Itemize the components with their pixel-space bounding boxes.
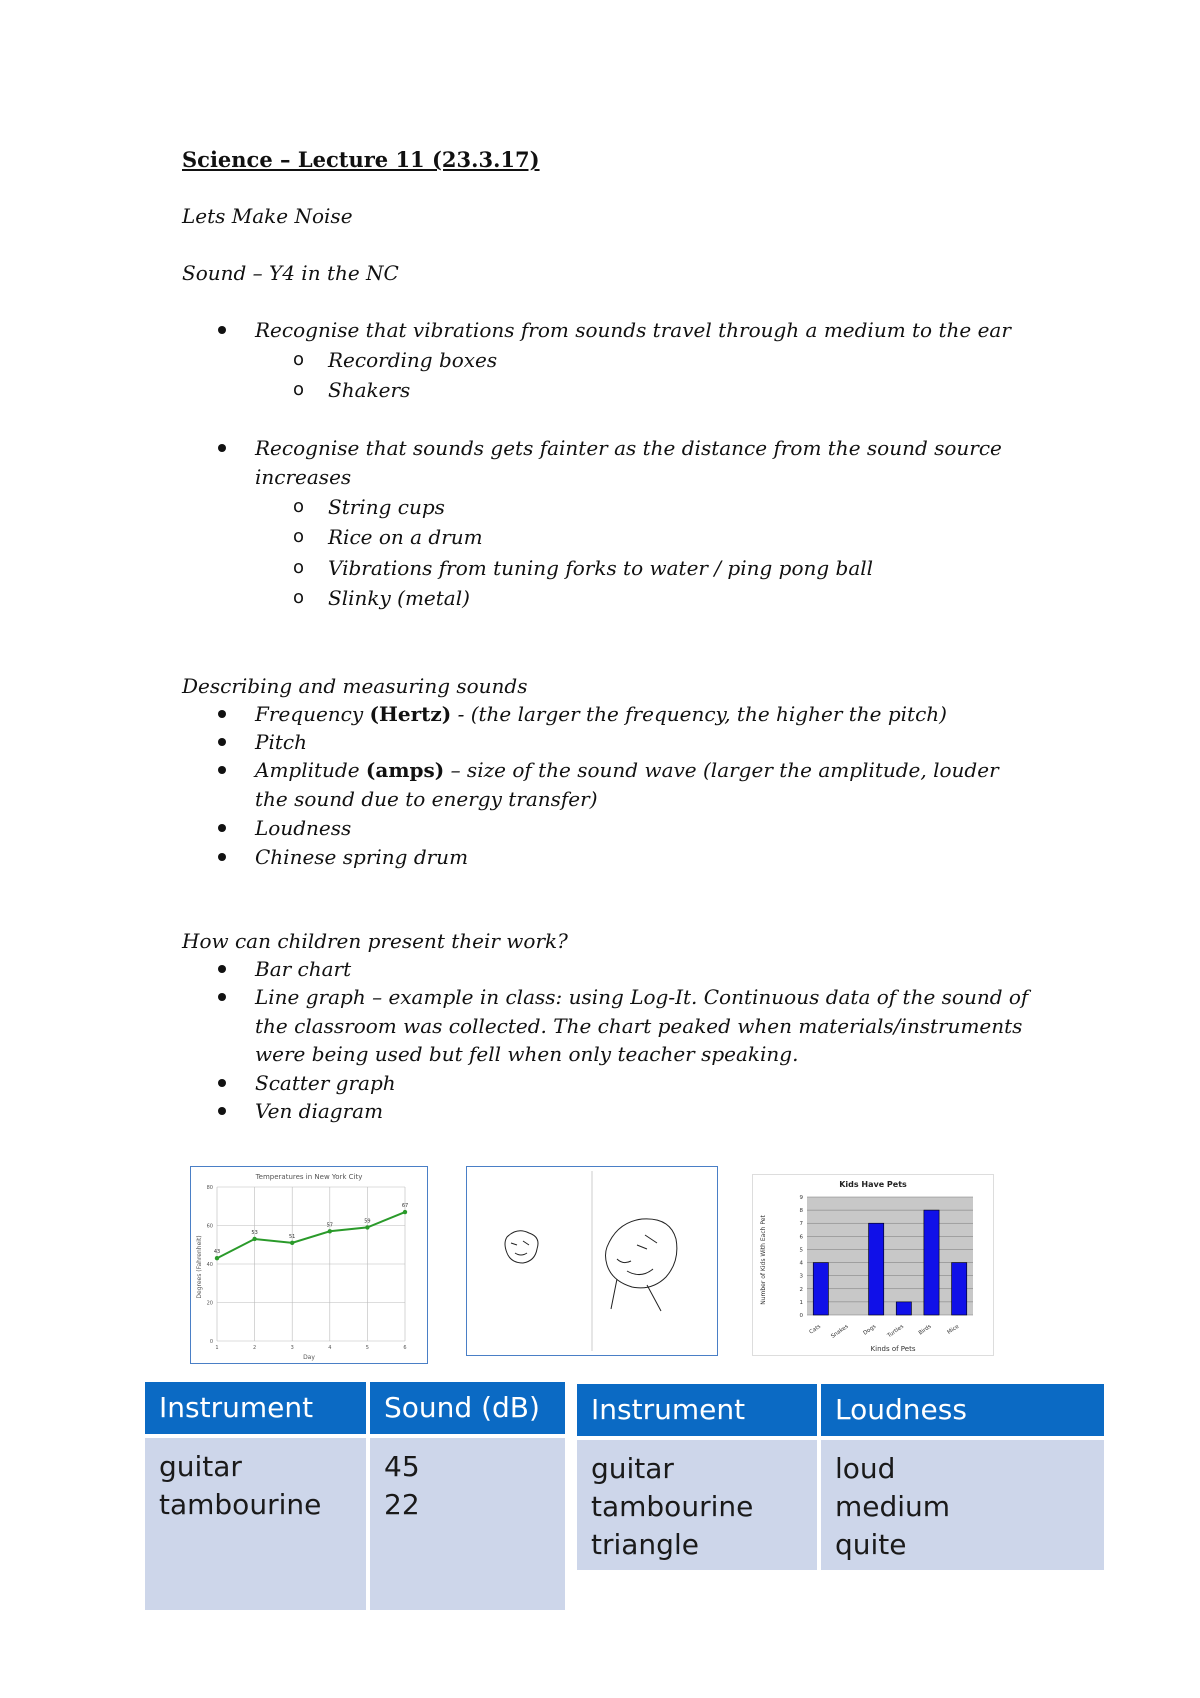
sketch-drawing xyxy=(467,1167,717,1355)
bullet-chinese-drum: Chinese spring drum xyxy=(255,845,469,869)
bullet-line-graph-cont: were being used but fell when only teacher speaking. xyxy=(255,1042,799,1066)
sub-item: Shakers xyxy=(328,378,411,402)
bullet-dot xyxy=(218,738,226,746)
face-sketch-details xyxy=(511,1241,529,1255)
y-tick-label: 0 xyxy=(209,1339,213,1345)
x-tick-label: Birds xyxy=(917,1323,933,1337)
bar xyxy=(952,1263,967,1315)
bullet-bar-chart: Bar chart xyxy=(255,957,352,981)
bullet-vibrations: Recognise that vibrations from sounds travel through a medium to the ear xyxy=(255,318,1011,342)
data-point xyxy=(403,1210,407,1214)
bullet-dot xyxy=(218,1079,226,1087)
bullet-dot xyxy=(218,710,226,718)
x-axis-label: Day xyxy=(303,1354,315,1361)
table-cell-instruments: guitar tambourine triangle xyxy=(577,1440,817,1570)
series-line xyxy=(217,1212,405,1258)
y-tick-label: 80 xyxy=(206,1185,213,1191)
y-tick-label: 40 xyxy=(206,1262,213,1268)
x-tick-label: 4 xyxy=(328,1345,332,1351)
bullet-venn: Ven diagram xyxy=(255,1099,384,1123)
table-header-cell: Instrument xyxy=(145,1382,366,1434)
bullet-amplitude: Amplitude (amps) – size of the sound wave (larger the amplitude, louder xyxy=(255,758,999,782)
section-heading-describing: Describing and measuring sounds xyxy=(182,674,528,698)
y-axis-label: Degrees (Fahrenheit) xyxy=(196,1235,203,1299)
x-tick-label: 6 xyxy=(403,1345,407,1351)
y-tick-label: 5 xyxy=(799,1247,803,1254)
line-chart-figure xyxy=(190,1166,428,1364)
y-tick-label: 1 xyxy=(799,1299,803,1306)
bullet-dot xyxy=(218,824,226,832)
x-tick-label: Dogs xyxy=(862,1323,878,1337)
data-label: 59 xyxy=(364,1218,371,1225)
table-header-cell: Sound (dB) xyxy=(370,1382,565,1434)
sub-bullet-marker: o xyxy=(293,349,305,370)
bar-chart-figure xyxy=(752,1174,994,1356)
data-label: 57 xyxy=(326,1222,333,1229)
table-cell-loudness: loud medium quite xyxy=(821,1440,1104,1570)
table-cell-sound: 45 22 xyxy=(370,1438,565,1610)
bullet-dot xyxy=(218,853,226,861)
bullet-dot xyxy=(218,993,226,1001)
bar xyxy=(869,1223,884,1315)
x-tick-label: 2 xyxy=(253,1345,257,1351)
bullet-dot xyxy=(218,326,226,334)
bar xyxy=(813,1263,828,1315)
x-tick-label: 3 xyxy=(290,1345,294,1351)
bullet-scatter: Scatter graph xyxy=(255,1071,396,1095)
face-sketch-large-details xyxy=(611,1235,661,1311)
chart-title: Temperatures in New York City xyxy=(255,1173,363,1181)
sub-bullet-marker: o xyxy=(293,379,305,400)
bullet-loudness: Loudness xyxy=(255,816,352,840)
line-chart xyxy=(191,1167,427,1363)
sub-item: Rice on a drum xyxy=(328,525,483,549)
data-point xyxy=(365,1225,369,1229)
bullet-dot xyxy=(218,965,226,973)
face-sketch-small xyxy=(505,1231,538,1263)
x-tick-label: Snakes xyxy=(830,1323,850,1340)
subtitle: Lets Make Noise xyxy=(182,204,353,228)
x-tick-label: Cats xyxy=(808,1323,822,1336)
chart-title: Kids Have Pets xyxy=(839,1180,907,1189)
bullet-fainter: Recognise that sounds gets fainter as the distance from the sound source xyxy=(255,436,1002,460)
bar-chart xyxy=(753,1175,993,1355)
x-axis-label: Kinds of Pets xyxy=(870,1345,916,1353)
table-cell-instruments: guitar tambourine xyxy=(145,1438,366,1610)
data-label: 53 xyxy=(251,1229,258,1236)
bullet-amplitude-cont: the sound due to energy transfer) xyxy=(255,787,598,811)
bullet-line-graph-cont: the classroom was collected. The chart peaked when materials/instruments xyxy=(255,1014,1023,1038)
y-tick-label: 9 xyxy=(799,1195,803,1201)
x-tick-label: Turtles xyxy=(886,1323,905,1340)
bullet-dot xyxy=(218,444,226,452)
table-header-cell: Loudness xyxy=(821,1384,1104,1436)
y-tick-label: 2 xyxy=(799,1286,803,1293)
data-label: 43 xyxy=(213,1249,221,1256)
sub-item: Vibrations from tuning forks to water / ping pong ball xyxy=(328,556,874,580)
sub-item: Slinky (metal) xyxy=(328,586,470,610)
section-heading-present: How can children present their work? xyxy=(182,929,568,953)
y-tick-label: 6 xyxy=(799,1234,803,1241)
bullet-dot xyxy=(218,766,226,774)
sub-bullet-marker: o xyxy=(293,587,305,608)
bar xyxy=(896,1302,911,1315)
sketch-figure xyxy=(466,1166,718,1356)
data-point xyxy=(290,1241,294,1245)
data-point xyxy=(252,1237,256,1241)
data-point xyxy=(215,1256,219,1260)
bullet-frequency: Frequency (Hertz) - (the larger the frequency, the higher the pitch) xyxy=(255,702,947,726)
y-tick-label: 7 xyxy=(799,1221,803,1228)
y-tick-label: 4 xyxy=(799,1260,803,1267)
bullet-fainter-cont: increases xyxy=(255,465,352,489)
x-tick-label: 5 xyxy=(365,1345,369,1351)
page-title: Science – Lecture 11 (23.3.17) xyxy=(182,147,540,172)
sub-bullet-marker: o xyxy=(293,557,305,578)
x-tick-label: 1 xyxy=(215,1345,219,1351)
sub-bullet-marker: o xyxy=(293,526,305,547)
y-tick-label: 20 xyxy=(206,1300,213,1307)
y-tick-label: 3 xyxy=(799,1273,803,1280)
data-label: 51 xyxy=(289,1233,296,1240)
y-tick-label: 0 xyxy=(799,1313,803,1319)
sub-bullet-marker: o xyxy=(293,496,305,517)
y-axis-label: Number of Kids With Each Pet xyxy=(760,1215,767,1305)
table-header-cell: Instrument xyxy=(577,1384,817,1436)
bar xyxy=(924,1210,939,1315)
section-heading-sound: Sound – Y4 in the NC xyxy=(182,261,399,285)
sub-item: Recording boxes xyxy=(328,348,498,372)
bullet-pitch: Pitch xyxy=(255,730,307,754)
data-label: 67 xyxy=(401,1203,409,1210)
x-tick-label: Mice xyxy=(946,1323,961,1336)
y-tick-label: 60 xyxy=(206,1223,213,1230)
y-tick-label: 8 xyxy=(799,1208,803,1215)
bullet-dot xyxy=(218,1107,226,1115)
data-point xyxy=(328,1229,332,1233)
plot-area xyxy=(807,1197,973,1315)
sub-item: String cups xyxy=(328,495,445,519)
face-sketch-large xyxy=(606,1219,677,1288)
bullet-line-graph: Line graph – example in class: using Log-It. Continuous data of the sound of xyxy=(255,985,1029,1009)
